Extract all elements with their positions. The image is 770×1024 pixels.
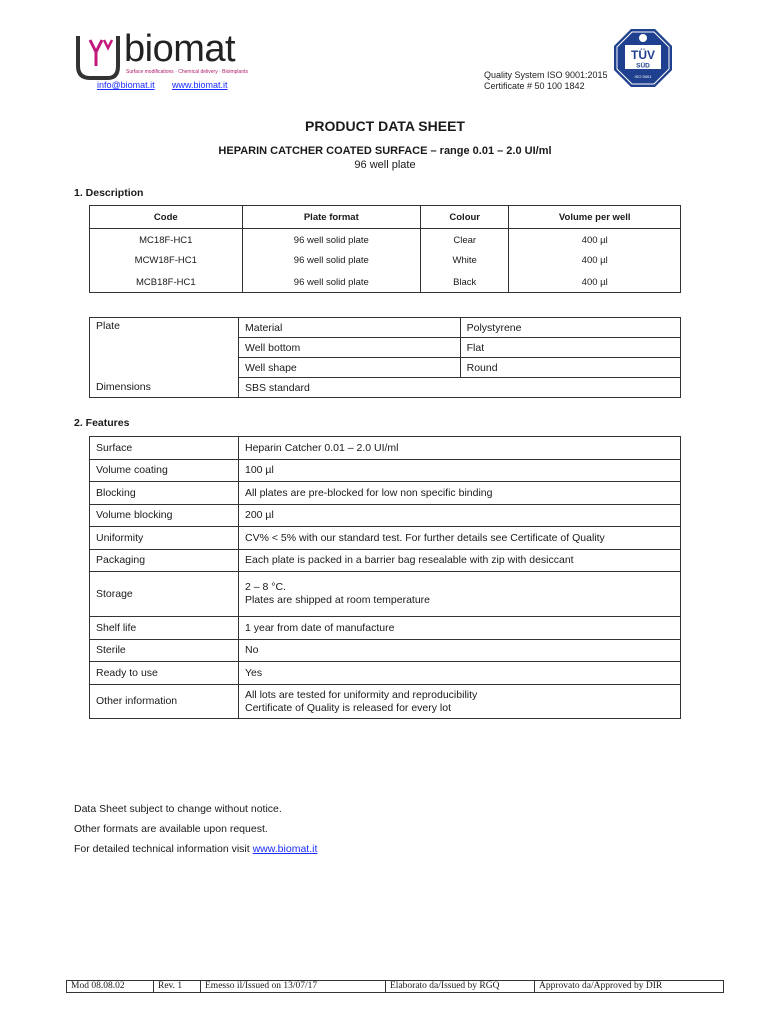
table-cell: 400 µl (509, 249, 681, 269)
feature-value: 100 µl (239, 460, 681, 482)
footer-issued-on: Emesso il/Issued on 13/07/17 (201, 981, 386, 993)
footer-row (67, 981, 724, 993)
table-header-row (90, 206, 681, 229)
footer-rev: Rev. 1 (154, 981, 201, 993)
email-link[interactable]: info@biomat.it (97, 80, 155, 90)
feature-value-line: 2 – 8 °C. (245, 581, 286, 593)
plate-label: Plate (90, 318, 239, 378)
product-subtitle: HEPARIN CATCHER COATED SURFACE – range 0.01 – 2.0 UI/ml (218, 145, 552, 157)
biomat-logo-icon (74, 32, 122, 82)
feature-value: No (239, 640, 681, 662)
product-codes-table (89, 205, 681, 293)
feature-value: CV% < 5% with our standard test. For further details see Certificate of Quality (239, 527, 681, 550)
feature-name: Blocking (90, 482, 239, 505)
note-change-notice: Data Sheet subject to change without notice. (74, 803, 282, 815)
feature-value: All plates are pre-blocked for low non specific binding (239, 482, 681, 505)
table-cell: MC18F-HC1 (90, 229, 243, 250)
document-control-footer (66, 980, 724, 993)
feature-name: Volume coating (90, 460, 239, 482)
feature-value (239, 572, 681, 617)
table-cell: White (421, 249, 509, 269)
table-row (90, 617, 681, 640)
feature-value: 1 year from date of manufacture (239, 617, 681, 640)
feature-value-line: Certificate of Quality is released for every lot (245, 701, 452, 714)
footer-issued-by: Elaborato da/Issued by RGQ (386, 981, 535, 993)
feature-name: Ready to use (90, 662, 239, 685)
feature-value-line: All lots are tested for uniformity and reproducibility (245, 688, 478, 701)
feature-value-line: Plates are shipped at room temperature (245, 594, 431, 606)
table-row (90, 550, 681, 572)
footer-approved-by: Approvato da/Approved by DIR (535, 981, 724, 993)
feature-value (239, 685, 681, 719)
feature-value: Heparin Catcher 0.01 – 2.0 UI/ml (239, 437, 681, 460)
feature-name: Volume blocking (90, 505, 239, 527)
table-row (90, 527, 681, 550)
table-row (90, 318, 681, 338)
table-row (90, 229, 681, 250)
table-row (90, 572, 681, 617)
table-cell: 96 well solid plate (242, 269, 420, 293)
dimensions-value: SBS standard (239, 378, 681, 398)
feature-name: Surface (90, 437, 239, 460)
tuv-sud-seal-icon (613, 28, 673, 88)
table-row (90, 269, 681, 293)
table-row (90, 249, 681, 269)
column-header: Plate format (242, 206, 420, 229)
quality-line-1: Quality System ISO 9001:2015 (484, 70, 608, 80)
feature-name: Shelf life (90, 617, 239, 640)
note-prefix: For detailed technical information visit (74, 843, 253, 855)
table-cell: 96 well solid plate (242, 229, 420, 250)
table-row (90, 378, 681, 398)
table-cell: Clear (421, 229, 509, 250)
product-format: 96 well plate (354, 159, 416, 171)
table-row (90, 460, 681, 482)
table-row (90, 437, 681, 460)
table-cell: MCW18F-HC1 (90, 249, 243, 269)
property-name: Well bottom (239, 338, 461, 358)
feature-value: Yes (239, 662, 681, 685)
description-heading: 1. Description (74, 187, 144, 199)
table-cell: MCB18F-HC1 (90, 269, 243, 293)
iso-text: ISO 9001 (634, 74, 652, 79)
column-header: Volume per well (509, 206, 681, 229)
feature-name: Sterile (90, 640, 239, 662)
brand-tagline: Surface modifications · Chemical delivery · Bioimplants (126, 69, 248, 75)
feature-value: Each plate is packed in a barrier bag resealable with zip with desiccant (239, 550, 681, 572)
features-heading: 2. Features (74, 417, 130, 429)
website-link-footer[interactable]: www.biomat.it (252, 843, 318, 855)
property-value: Round (460, 358, 680, 378)
column-header: Code (90, 206, 243, 229)
table-row (90, 482, 681, 505)
table-cell: 400 µl (509, 269, 681, 293)
features-table (89, 436, 681, 719)
quality-certificate (484, 70, 608, 92)
page-title: PRODUCT DATA SHEET (305, 118, 465, 134)
column-header: Colour (421, 206, 509, 229)
feature-name: Uniformity (90, 527, 239, 550)
table-cell: 400 µl (509, 229, 681, 250)
plate-properties-table (89, 317, 681, 398)
property-name: Material (239, 318, 461, 338)
table-row (90, 685, 681, 719)
table-row (90, 640, 681, 662)
feature-name: Storage (90, 572, 239, 617)
feature-name: Other information (90, 685, 239, 719)
footer-mod: Mod 08.08.02 (67, 981, 154, 993)
property-value: Polystyrene (460, 318, 680, 338)
brand-wordmark: biomat (124, 28, 236, 70)
feature-name: Packaging (90, 550, 239, 572)
tuv-text: TÜV (631, 48, 655, 62)
property-value: Flat (460, 338, 680, 358)
table-row (90, 662, 681, 685)
quality-line-2: Certificate # 50 100 1842 (484, 81, 585, 91)
property-name: Well shape (239, 358, 461, 378)
note-technical-info (74, 843, 317, 855)
table-row (90, 505, 681, 527)
sud-text: SÜD (636, 62, 650, 70)
feature-value: 200 µl (239, 505, 681, 527)
table-cell: Black (421, 269, 509, 293)
website-link[interactable]: www.biomat.it (172, 80, 228, 90)
table-cell: 96 well solid plate (242, 249, 420, 269)
note-other-formats: Other formats are available upon request. (74, 823, 268, 835)
dimensions-label: Dimensions (90, 378, 239, 398)
